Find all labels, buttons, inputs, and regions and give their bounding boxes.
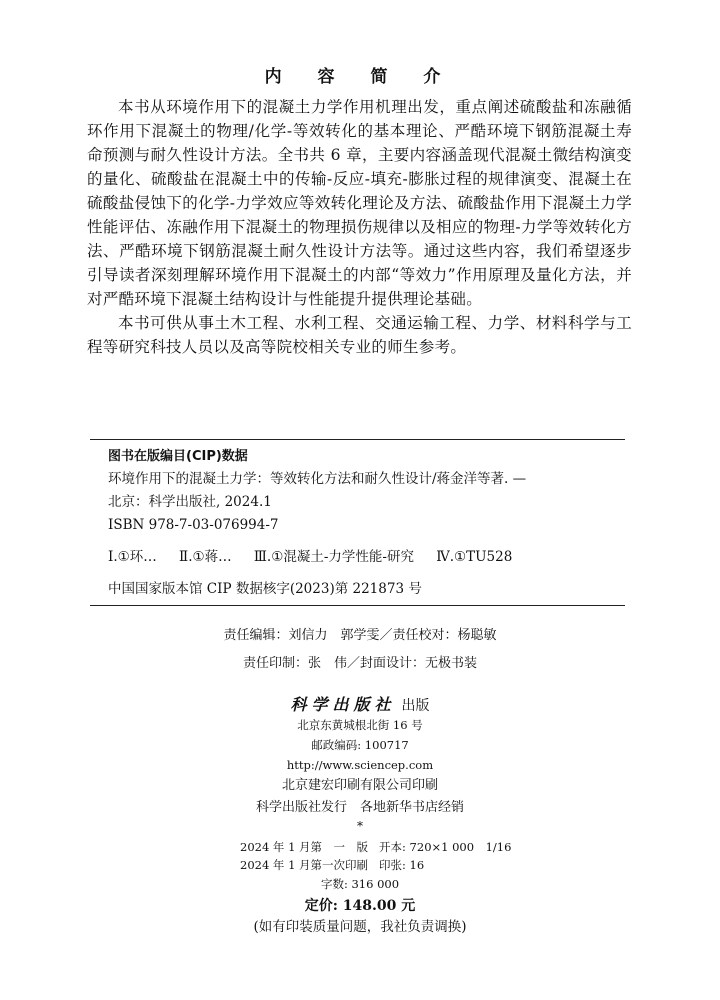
edition-row-2: [240, 856, 511, 874]
cip-subject-1: Ⅰ.①环…: [108, 549, 157, 565]
cip-subject-4: Ⅳ.①TU528: [436, 549, 513, 565]
word-count: 字数: 316 000: [320, 877, 400, 891]
publisher-address: 北京东黄城根北街 16 号: [297, 718, 423, 732]
price: 定价: 148.00 元: [304, 898, 416, 914]
separator-star: *: [357, 819, 363, 833]
cip-bottom-rule: [90, 605, 625, 606]
cip-record: 中国国家版本馆 CIP 数据核字(2023)第 221873 号: [108, 581, 422, 597]
print-date: 2024 年 1 月第一次印刷: [240, 858, 369, 872]
quality-note: (如有印装质量问题，我社负责调换): [253, 919, 467, 935]
abstract-paragraph-2: 本书可供从事土木工程、水利工程、交通运输工程、力学、材料科学与工程等研究科技人员以及高等院校相关专业的师生参考。: [87, 314, 632, 356]
credits: [0, 622, 720, 678]
cip-subjects: [108, 546, 625, 569]
page-title: 内 容 简 介: [264, 67, 456, 87]
distribution: 科学出版社发行 各地新华书店经销: [255, 800, 464, 815]
cip-subject-2: Ⅱ.①蒋…: [179, 549, 232, 565]
publisher-logo: 科学出版社: [290, 695, 396, 714]
abstract: [87, 95, 632, 359]
cip-title-line: 环境作用下的混凝土力学：等效转化方法和耐久性设计/蒋金洋等著. —: [108, 471, 527, 487]
cip-publisher-line: 北京：科学出版社, 2024.1: [108, 494, 272, 510]
print-sheets: 印张: 16: [379, 858, 425, 872]
edition-date: 2024 年 1 月第 一 版: [240, 840, 369, 854]
abstract-paragraph-1: 本书从环境作用下的混凝土力学作用机理出发，重点阐述硫酸盐和冻融循环作用下混凝土的物理/化学-等效转化的基本理论、严酷环境下钢筋混凝土寿命预测与耐久性设计方法。全书共 6 章，主要内容涵盖现代混凝土微结构演变的量化、硫酸盐在混凝土中的传输-反应-填充-膨胀过程的规律演变、混凝土在硫酸盐侵蚀下的化学-力学效应等效转化理论及方法、硫酸盐作用下混凝土力学性能评估、冻融作用下混凝土的物理损伤规律以及相应的物理-力学等效转化方法、严酷环境下钢筋混凝土耐久性设计方法等。通过这些内容，我们希望逐步引导读者深刻理解环境作用下混凝土的内部“等效力”作用原理及量化方法，并对严酷环境下混凝土结构设计与性能提升提供理论基础。: [87, 98, 632, 308]
printer: 北京建宏印刷有限公司印刷: [281, 778, 438, 793]
cip-block: [90, 439, 625, 606]
publisher-postcode: 邮政编码: 100717: [311, 738, 409, 752]
credits-production: 责任印制：张 伟／封面设计：无极书装: [242, 656, 477, 671]
credits-editors: 责任编辑：刘信力 郭学雯／责任校对：杨聪敏: [223, 628, 497, 643]
edition-row-1: [240, 838, 511, 856]
publisher-website: http://www.sciencep.com: [286, 758, 434, 772]
publisher-suffix: 出版: [401, 698, 430, 714]
cip-isbn: ISBN 978-7-03-076994-7: [108, 517, 279, 533]
cip-top-rule: [90, 439, 625, 440]
cip-subject-3: Ⅲ.①混凝土-力学性能-研究: [253, 549, 414, 565]
edition-block: [240, 838, 511, 874]
publisher-name: [0, 692, 720, 715]
publisher-block: [0, 692, 720, 833]
cip-heading: 图书在版编目(CIP)数据: [108, 449, 248, 464]
book-format: 开本: 720×1 000 1/16: [379, 840, 512, 854]
